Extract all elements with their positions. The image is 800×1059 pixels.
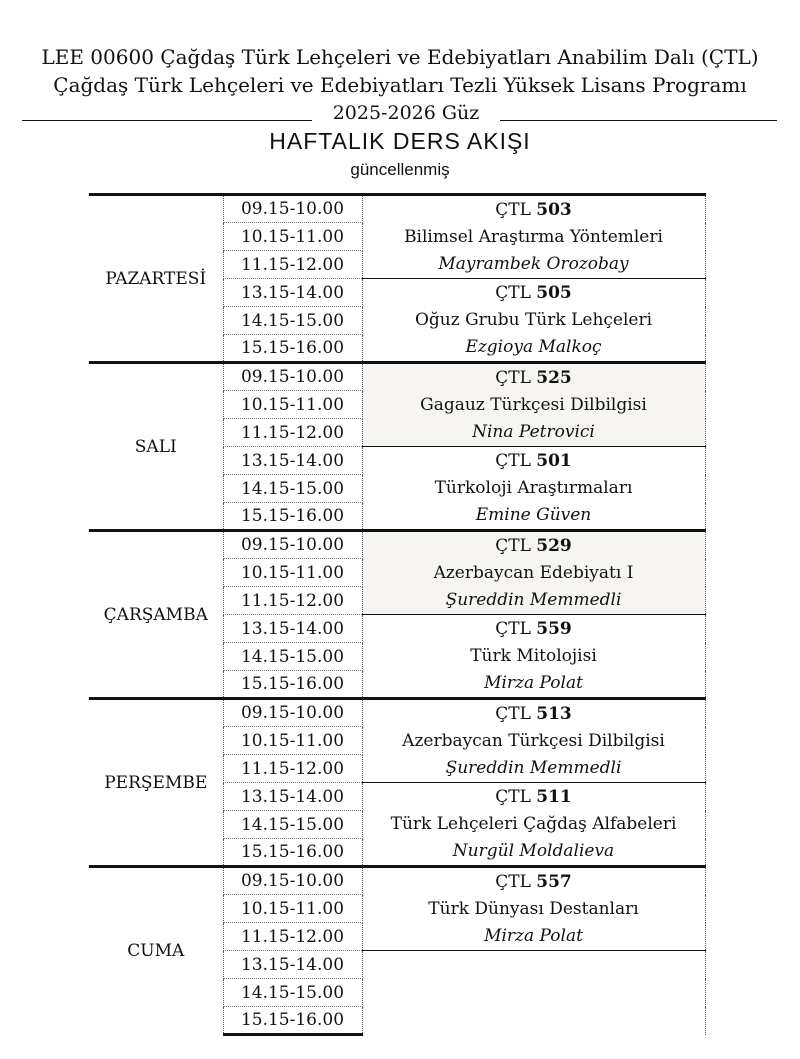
course-code: 501 (536, 450, 572, 471)
page-title: HAFTALIK DERS AKIŞI (269, 128, 531, 154)
time-slot: 11.15-12.00 (223, 419, 362, 447)
time-slot: 09.15-10.00 (223, 363, 362, 391)
time-slot: 11.15-12.00 (223, 587, 362, 615)
time-slot: 13.15-14.00 (223, 615, 362, 643)
time-slot: 11.15-12.00 (223, 923, 362, 951)
course-prefix: ÇTL (495, 199, 531, 220)
time-slot: 10.15-11.00 (223, 223, 362, 251)
time-slot: 14.15-15.00 (223, 643, 362, 671)
time-slot: 09.15-10.00 (223, 531, 362, 559)
course-code: 525 (536, 367, 572, 388)
course-name: Gagauz Türkçesi Dilbilgisi (420, 394, 647, 415)
course-prefix: ÇTL (495, 786, 531, 807)
table-row (89, 195, 705, 223)
course-prefix: ÇTL (495, 367, 531, 388)
course-cell (362, 867, 705, 951)
day-label: SALI (89, 363, 223, 531)
course-name: Bilimsel Araştırma Yöntemleri (404, 226, 663, 247)
course-name: Türk Mitolojisi (470, 645, 597, 666)
course-name: Türk Dünyası Destanları (428, 898, 639, 919)
weekly-schedule-table (89, 193, 706, 1036)
time-slot: 09.15-10.00 (223, 699, 362, 727)
course-cell (362, 195, 705, 279)
course-cell (362, 531, 705, 615)
time-slot: 15.15-16.00 (223, 335, 362, 363)
course-prefix: ÇTL (495, 535, 531, 556)
page-subtitle: güncellenmiş (350, 160, 450, 179)
term-rule-left (22, 120, 312, 121)
time-slot: 13.15-14.00 (223, 783, 362, 811)
day-group-monday (89, 195, 705, 363)
course-name: Azerbaycan Edebiyatı I (433, 562, 634, 583)
course-prefix: ÇTL (495, 450, 531, 471)
course-cell (362, 363, 705, 447)
day-group-tuesday (89, 363, 705, 531)
day-label: PAZARTESİ (89, 195, 223, 363)
course-name: Türk Lehçeleri Çağdaş Alfabeleri (390, 813, 677, 834)
course-instructor: Şureddin Memmedli (445, 589, 622, 610)
day-label: PERŞEMBE (89, 699, 223, 867)
time-slot: 15.15-16.00 (223, 839, 362, 867)
course-instructor: Mayrambek Orozobay (438, 253, 629, 274)
course-prefix: ÇTL (495, 282, 531, 303)
course-prefix: ÇTL (495, 871, 531, 892)
time-slot: 10.15-11.00 (223, 559, 362, 587)
course-prefix: ÇTL (495, 703, 531, 724)
course-prefix: ÇTL (495, 618, 531, 639)
term-rule-right (500, 120, 777, 121)
day-label: ÇARŞAMBA (89, 531, 223, 699)
time-slot: 09.15-10.00 (223, 867, 362, 895)
table-row (89, 531, 705, 559)
course-name: Oğuz Grubu Türk Lehçeleri (414, 309, 653, 330)
time-slot: 10.15-11.00 (223, 727, 362, 755)
time-slot: 14.15-15.00 (223, 811, 362, 839)
time-slot: 15.15-16.00 (223, 1007, 362, 1035)
time-slot: 14.15-15.00 (223, 979, 362, 1007)
course-instructor: Mirza Polat (484, 925, 583, 946)
day-label: CUMA (89, 867, 223, 1035)
time-slot: 09.15-10.00 (223, 195, 362, 223)
term-label: 2025-2026 Güz (332, 102, 480, 124)
time-slot: 13.15-14.00 (223, 951, 362, 979)
course-instructor: Ezgioya Malkoç (465, 336, 602, 357)
course-cell (362, 699, 705, 783)
day-group-friday (89, 867, 705, 1035)
course-code: 503 (536, 199, 572, 220)
term-line (22, 100, 777, 126)
course-instructor: Nina Petrovici (472, 421, 595, 442)
department-title: LEE 00600 Çağdaş Türk Lehçeleri ve Edebiyatları Anabilim Dalı (ÇTL) (41, 45, 759, 69)
table-row (89, 867, 705, 895)
table-row (89, 363, 705, 391)
course-code: 511 (536, 786, 572, 807)
time-slot: 15.15-16.00 (223, 503, 362, 531)
course-cell (362, 783, 705, 867)
empty-course-cell (362, 951, 705, 1035)
time-slot: 13.15-14.00 (223, 447, 362, 475)
time-slot: 14.15-15.00 (223, 307, 362, 335)
course-name: Azerbaycan Türkçesi Dilbilgisi (402, 730, 665, 751)
course-code: 529 (536, 535, 572, 556)
day-group-wednesday (89, 531, 705, 699)
program-title: Çağdaş Türk Lehçeleri ve Edebiyatları Tezli Yüksek Lisans Programı (53, 73, 747, 97)
time-slot: 13.15-14.00 (223, 279, 362, 307)
day-group-thursday (89, 699, 705, 867)
time-slot: 14.15-15.00 (223, 475, 362, 503)
time-slot: 11.15-12.00 (223, 251, 362, 279)
course-code: 559 (536, 618, 572, 639)
course-code: 513 (536, 703, 572, 724)
course-cell (362, 615, 705, 699)
time-slot: 10.15-11.00 (223, 895, 362, 923)
table-row (89, 699, 705, 727)
time-slot: 10.15-11.00 (223, 391, 362, 419)
course-code: 557 (536, 871, 572, 892)
course-instructor: Emine Güven (475, 504, 592, 525)
course-code: 505 (536, 282, 572, 303)
course-instructor: Mirza Polat (484, 672, 583, 693)
time-slot: 11.15-12.00 (223, 755, 362, 783)
course-name: Türkoloji Araştırmaları (434, 477, 633, 498)
course-instructor: Şureddin Memmedli (445, 757, 622, 778)
course-instructor: Nurgül Moldalieva (452, 840, 615, 861)
course-cell (362, 447, 705, 531)
course-cell (362, 279, 705, 363)
time-slot: 15.15-16.00 (223, 671, 362, 699)
